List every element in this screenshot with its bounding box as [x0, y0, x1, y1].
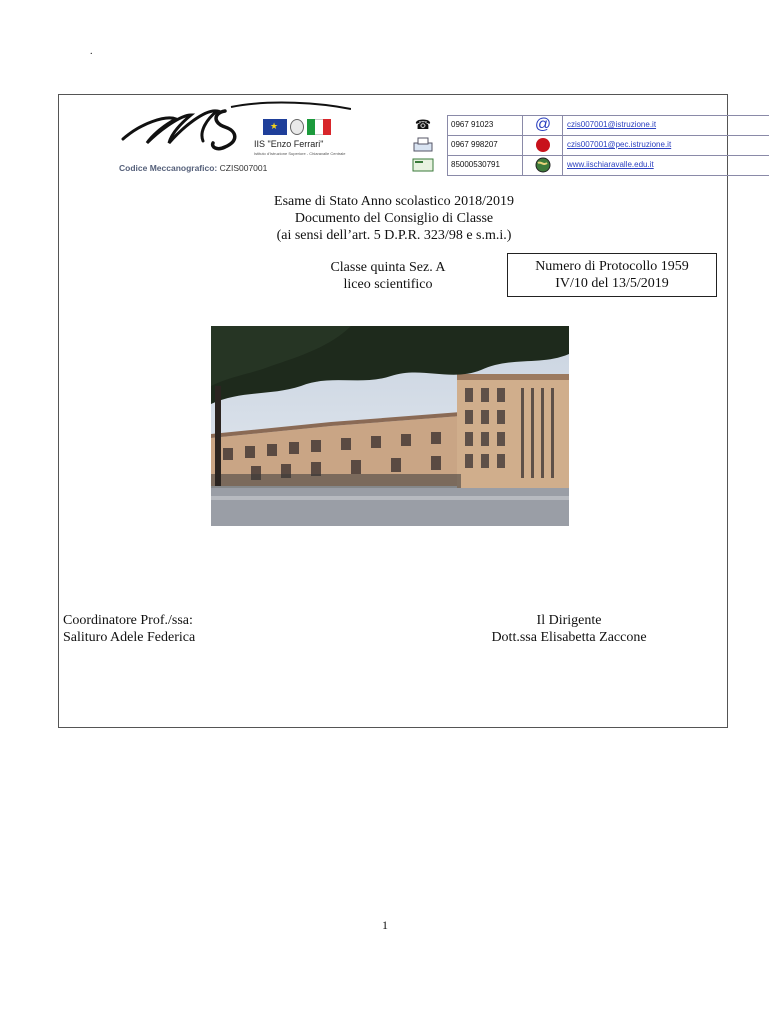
school-subtitle: Istituto d'Istruzione Superiore - Chiaravalle Centrale: [254, 151, 346, 156]
class-info: [263, 259, 513, 293]
title-line-2: Documento del Consiglio di Classe: [294, 211, 494, 226]
tax-code-icon: [409, 156, 437, 174]
coordinator-label: Coordinatore Prof./ssa:: [63, 613, 193, 628]
globe-icon: [529, 156, 557, 174]
protocol-line-1: Numero di Protocollo 1959: [535, 259, 689, 274]
school-name: IIS "Enzo Ferrari": [254, 139, 324, 149]
stray-dot: .: [90, 46, 93, 57]
phone-number: 0967 91023: [451, 120, 494, 129]
page-number: 1: [382, 918, 388, 932]
class-line-2: liceo scientifico: [343, 277, 433, 292]
code-label: Codice Meccanografico:: [119, 163, 218, 173]
document-title: [59, 193, 729, 244]
eu-flag-icon: [263, 119, 287, 135]
pec-link[interactable]: czis007001@pec.istruzione.it: [567, 140, 672, 149]
class-line-1: Classe quinta Sez. A: [330, 260, 446, 275]
italian-flag-icon: [307, 119, 331, 135]
email-link[interactable]: czis007001@istruzione.it: [567, 120, 657, 129]
protocol-line-2: IV/10 del 13/5/2019: [555, 276, 669, 291]
title-line-1: Esame di Stato Anno scolastico 2018/2019: [274, 194, 514, 209]
principal-label: Il Dirigente: [536, 613, 602, 628]
principal-name: Dott.ssa Elisabetta Zaccone: [491, 630, 647, 645]
coordinator-name: Salituro Adele Federica: [63, 630, 196, 645]
coordinator-signature: [63, 612, 195, 646]
pec-seal-icon: [529, 136, 557, 154]
school-logo: [121, 101, 351, 161]
institution-code: [119, 163, 267, 173]
email-at-icon: @: [534, 116, 552, 133]
principal-signature: [439, 612, 699, 646]
italian-emblem-icon: [290, 119, 304, 135]
telephone-icon: ☎: [414, 117, 432, 132]
code-value: CZIS007001: [219, 163, 268, 173]
protocol-box: [507, 253, 717, 297]
school-building-photo: [211, 326, 569, 526]
fax-icon: [409, 136, 437, 154]
tax-code: 85000530791: [451, 160, 500, 169]
fax-number: 0967 998207: [451, 140, 498, 149]
title-line-3: (ai sensi dell’art. 5 D.P.R. 323/98 e s.m.i.): [276, 228, 512, 243]
cover-frame: [58, 94, 728, 728]
website-link[interactable]: www.iischiaravalle.edu.it: [567, 160, 654, 169]
